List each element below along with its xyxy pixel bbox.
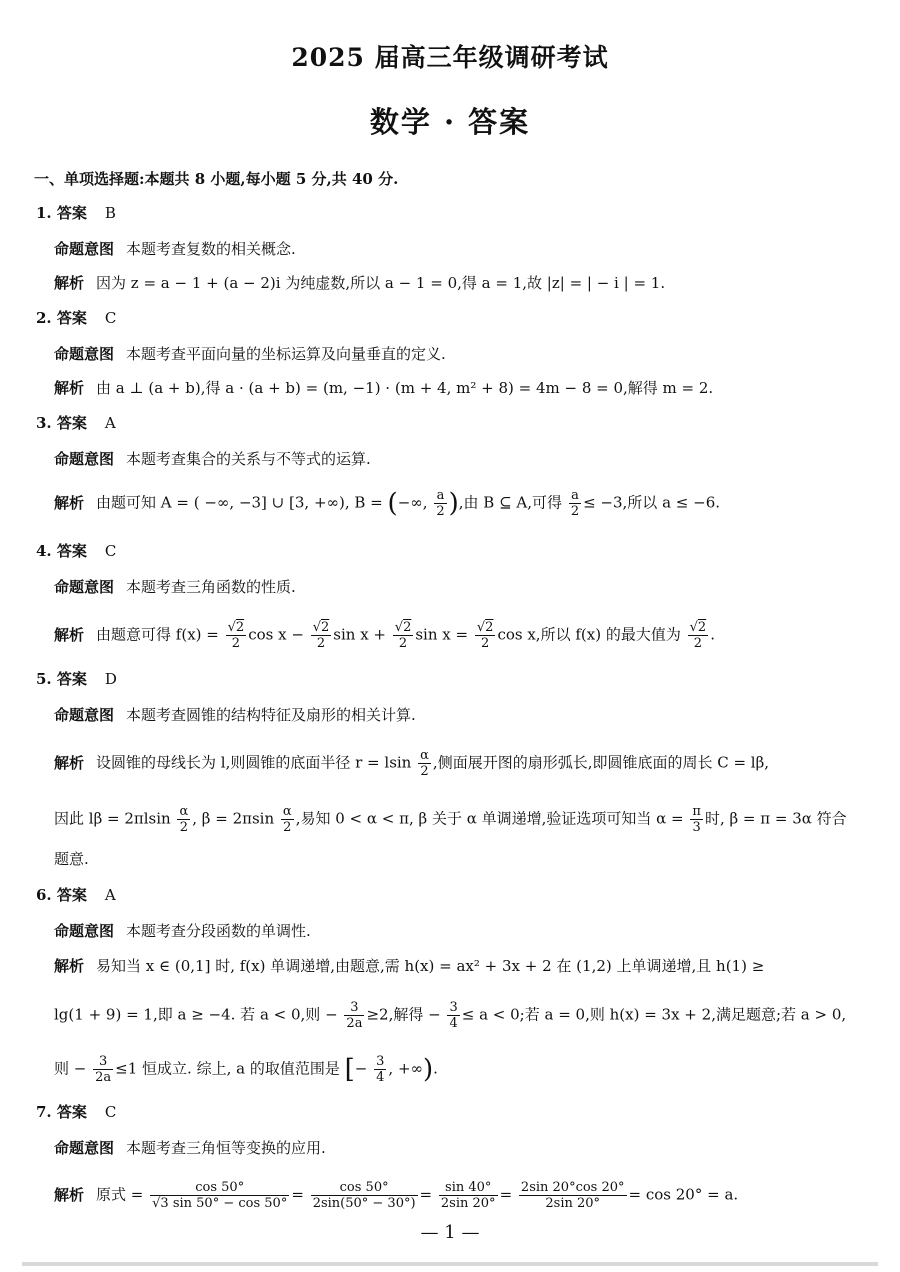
q3-intent: 命题意图 本题考查集合的关系与不等式的运算. (54, 450, 371, 468)
q6-analysis-cont: lg(1 + 9) = 1,即 a ≥ −4. 若 a < 0,则 − $\frac{3}{2a}$ ≥2,解得 − $\frac{3}{4}$ ≤ a < 0;若 a = 0,则 h(x) = 3x + 2,满足题意;若 a > 0, (54, 1000, 847, 1031)
q2-choice: C (104, 309, 117, 327)
q5-answer: 5. 答案 D (36, 670, 117, 688)
q7-analysis: 解析 原式 = $\frac{\cos 50^\circ}{√3 \sin 50^\circ - \cos 50^\circ}$ = $\frac{\cos 50^\circ}{2\sin(50^\circ - 30^\circ)}$ = $\frac{\sin 40^\circ}{2\sin 20^\circ}$ = $\frac{2\sin 20^\circ\cos 20^\circ}{2\sin 20^\circ}$ = cos 20° = a. (54, 1180, 739, 1211)
q3-answer: 3. 答案 A (36, 414, 116, 432)
bottom-rule (22, 1262, 878, 1266)
fraction: $\frac{\alpha}{2}$ (179, 804, 189, 835)
q5-choice: D (104, 670, 117, 688)
q7-answer: 7. 答案 C (36, 1103, 117, 1121)
q5-analysis-cont: 因此 lβ = 2πlsin $\frac{\alpha}{2}$ , β = 2πsin $\frac{\alpha}{2}$ ,易知 0 < α < π, β 关于 α 单调递增,验证选项可知当 α = $\frac{\pi}{3}$ 时, β = π = 3α 符合 (54, 804, 847, 835)
fraction: $\frac{√2}{2}$ (312, 620, 330, 651)
fraction: $\frac{√2}{2}$ (227, 620, 245, 651)
q6-answer: 6. 答案 A (36, 886, 116, 904)
q1-answer: 1. 答案 B (36, 204, 116, 222)
q4-choice: C (104, 542, 117, 560)
q5-intent: 命题意图 本题考查圆锥的结构特征及扇形的相关计算. (54, 706, 416, 724)
fraction: $\frac{3}{4}$ (376, 1054, 385, 1085)
q4-intent: 命题意图 本题考查三角函数的性质. (54, 578, 296, 596)
q1-analysis: 解析 因为 z = a − 1 + (a − 2)i 为纯虚数,所以 a − 1 = 0,得 a = 1,故 |z| = | − i | = 1. (54, 274, 666, 292)
q2-intent: 命题意图 本题考查平面向量的坐标运算及向量垂直的定义. (54, 345, 446, 363)
q3-choice: A (104, 414, 116, 432)
fraction: $\frac{\pi}{3}$ (692, 804, 701, 835)
q6-choice: A (104, 886, 116, 904)
fraction: $\frac{\cos 50^\circ}{2\sin(50^\circ - 30^\circ)}$ (312, 1180, 416, 1211)
q5-analysis: 解析 设圆锥的母线长为 l,则圆锥的底面半径 r = lsin $\frac{\alpha}{2}$ ,侧面展开图的扇形弧长,即圆锥底面的周长 C = lβ, (54, 748, 770, 779)
fraction: $\frac{3}{2a}$ (346, 1000, 363, 1031)
fraction: $\frac{\alpha}{2}$ (282, 804, 292, 835)
q6-analysis: 解析 易知当 x ∈ (0,1] 时, f(x) 单调递增,由题意,需 h(x) = ax² + 3x + 2 在 (1,2) 上单调递增,且 h(1) ≥ (54, 957, 765, 975)
fraction: $\frac{\sin 40^\circ}{2\sin 20^\circ}$ (440, 1180, 496, 1211)
answer-title: 数学 · 答案 (369, 105, 531, 139)
q3-analysis: 解析 由题可知 A = ( −∞, −3] ∪ [3, +∞), B = (−∞, $\frac{a}{2}$ ),由 B ⊆ A,可得 $\frac{a}{2}$ ≤ −3,所以 a ≤ −6. (54, 488, 721, 519)
q1-choice: B (104, 204, 116, 222)
fraction: $\frac{a}{2}$ (436, 488, 445, 519)
q2-analysis: 解析 由 a ⊥ (a + b),得 a · (a + b) = (m, −1) · (m + 4, m² + 8) = 4m − 8 = 0,解得 m = 2. (54, 379, 714, 397)
q2-answer: 2. 答案 C (36, 309, 117, 327)
q4-answer: 4. 答案 C (36, 542, 117, 560)
fraction: $\frac{√2}{2}$ (689, 620, 707, 651)
fraction: $\frac{\alpha}{2}$ (420, 748, 429, 779)
q1-intent: 命题意图 本题考查复数的相关概念. (54, 240, 296, 258)
q6-intent: 命题意图 本题考查分段函数的单调性. (54, 922, 311, 940)
q6-analysis-end: 则 − $\frac{3}{2a}$ ≤1 恒成立. 综上, a 的取值范围是 [− $\frac{3}{4}$ , +∞). (54, 1054, 438, 1085)
q4-analysis: 解析 由题意可得 f(x) = $\frac{√2}{2}$ cos x − $\frac{√2}{2}$ sin x + $\frac{√2}{2}$ sin x = $\frac{√2}{2}$ cos x,所以 f(x) 的最大值为 $\frac{√2}{2}$ . (54, 620, 715, 651)
fraction: $\frac{√2}{2}$ (394, 620, 412, 651)
fraction: $\frac{2\sin 20^\circ\cos 20^\circ}{2\sin 20^\circ}$ (520, 1180, 625, 1211)
section-heading: 一、单项选择题:本题共 8 小题,每小题 5 分,共 40 分. (34, 170, 399, 188)
page-number: — 1 — (420, 1222, 480, 1243)
q7-intent: 命题意图 本题考查三角恒等变换的应用. (54, 1139, 326, 1157)
exam-title: 2025 届高三年级调研考试 (291, 43, 609, 72)
fraction: $\frac{3}{2a}$ (95, 1054, 112, 1085)
fraction: $\frac{\cos 50^\circ}{√3 \sin 50^\circ - \cos 50^\circ}$ (152, 1180, 288, 1211)
q7-choice: C (104, 1103, 117, 1121)
fraction: $\frac{a}{2}$ (570, 488, 580, 519)
fraction: $\frac{√2}{2}$ (476, 620, 494, 651)
fraction: $\frac{3}{4}$ (449, 1000, 458, 1031)
q5-analysis-end: 题意. (54, 850, 89, 868)
